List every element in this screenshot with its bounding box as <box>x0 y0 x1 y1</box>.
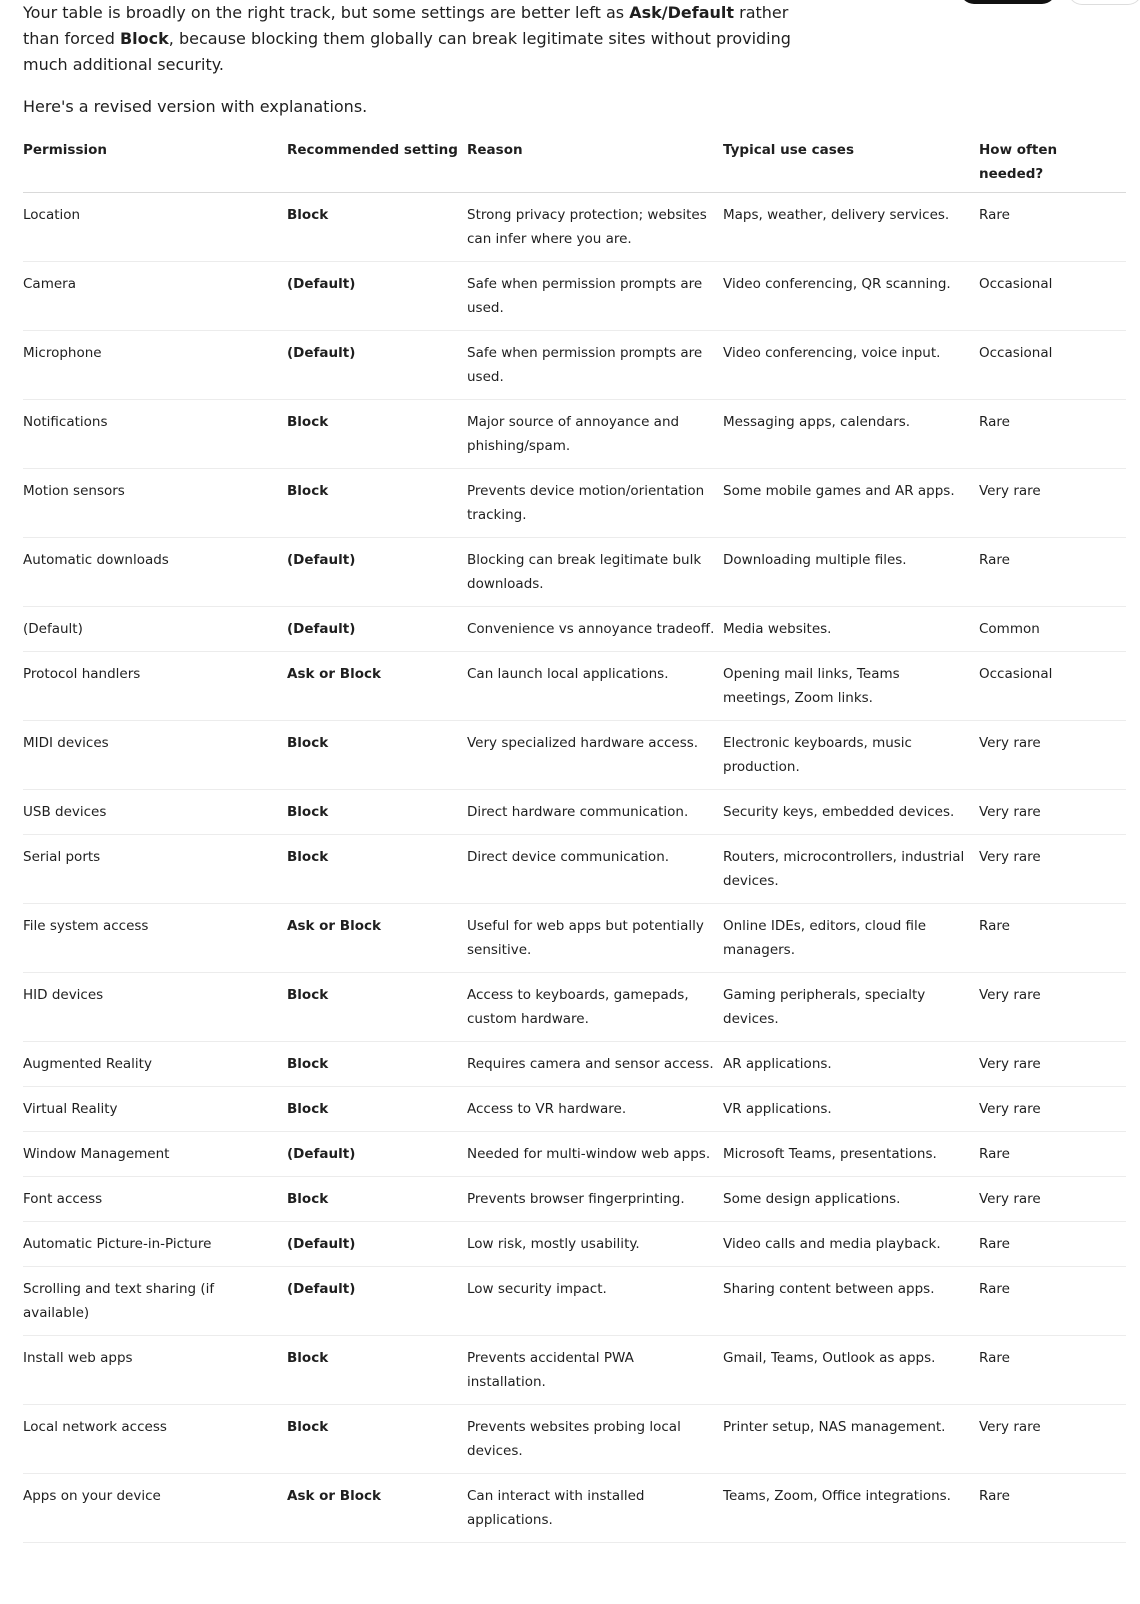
cell-reason: Direct device communication. <box>467 835 723 904</box>
cell-reason: Can interact with installed applications. <box>467 1474 723 1543</box>
cell-permission: Local network access <box>23 1405 287 1474</box>
cell-how-often-needed: Common <box>979 607 1126 652</box>
cell-permission: Window Management <box>23 1132 287 1177</box>
cell-recommended-setting: (Default) <box>287 538 467 607</box>
table-row <box>23 835 1126 904</box>
intro-paragraph <box>23 0 803 78</box>
header-permission: Permission <box>23 132 287 193</box>
cell-recommended-setting: Ask or Block <box>287 1474 467 1543</box>
cell-reason: Access to keyboards, gamepads, custom hardware. <box>467 973 723 1042</box>
table-row <box>23 1336 1126 1405</box>
cell-reason: Major source of annoyance and phishing/spam. <box>467 400 723 469</box>
cell-recommended-setting: (Default) <box>287 1132 467 1177</box>
top-primary-button[interactable] <box>960 0 1056 4</box>
cell-permission: Notifications <box>23 400 287 469</box>
cell-recommended-setting: Block <box>287 1405 467 1474</box>
cell-how-often-needed: Rare <box>979 400 1126 469</box>
cell-permission: (Default) <box>23 607 287 652</box>
table-row <box>23 1405 1126 1474</box>
cell-recommended-setting: Block <box>287 973 467 1042</box>
cell-reason: Blocking can break legitimate bulk downloads. <box>467 538 723 607</box>
cell-permission: Automatic downloads <box>23 538 287 607</box>
cell-recommended-setting: Block <box>287 1177 467 1222</box>
table-row <box>23 469 1126 538</box>
cell-how-often-needed: Rare <box>979 1132 1126 1177</box>
cell-permission: Scrolling and text sharing (if available) <box>23 1267 287 1336</box>
cell-how-often-needed: Occasional <box>979 331 1126 400</box>
cell-how-often-needed: Very rare <box>979 721 1126 790</box>
intro-text <box>23 0 803 120</box>
cell-permission: Motion sensors <box>23 469 287 538</box>
cell-how-often-needed: Very rare <box>979 1087 1126 1132</box>
cell-typical-use-cases: Some mobile games and AR apps. <box>723 469 979 538</box>
cell-permission: Microphone <box>23 331 287 400</box>
cell-recommended-setting: (Default) <box>287 1222 467 1267</box>
cell-typical-use-cases: Routers, microcontrollers, industrial devices. <box>723 835 979 904</box>
cell-permission: Font access <box>23 1177 287 1222</box>
cell-typical-use-cases: Printer setup, NAS management. <box>723 1405 979 1474</box>
table-row <box>23 1267 1126 1336</box>
cell-typical-use-cases: Electronic keyboards, music production. <box>723 721 979 790</box>
cell-typical-use-cases: Security keys, embedded devices. <box>723 790 979 835</box>
table-row <box>23 1474 1126 1543</box>
cell-how-often-needed: Very rare <box>979 1042 1126 1087</box>
cell-typical-use-cases: Some design applications. <box>723 1177 979 1222</box>
permissions-table <box>23 132 1126 1543</box>
table-row <box>23 538 1126 607</box>
cell-permission: Serial ports <box>23 835 287 904</box>
table-row <box>23 331 1126 400</box>
cell-how-often-needed: Rare <box>979 538 1126 607</box>
top-secondary-button[interactable] <box>1068 0 1140 5</box>
table-row <box>23 1132 1126 1177</box>
table-row <box>23 1222 1126 1267</box>
cell-reason: Safe when permission prompts are used. <box>467 262 723 331</box>
header-how-often-needed: How often needed? <box>979 132 1126 193</box>
cell-how-often-needed: Rare <box>979 1267 1126 1336</box>
table-row <box>23 1177 1126 1222</box>
cell-reason: Prevents device motion/orientation tracking. <box>467 469 723 538</box>
cell-typical-use-cases: Sharing content between apps. <box>723 1267 979 1336</box>
intro-subtitle: Here's a revised version with explanations. <box>23 97 368 116</box>
cell-how-often-needed: Occasional <box>979 262 1126 331</box>
cell-permission: HID devices <box>23 973 287 1042</box>
table-row <box>23 652 1126 721</box>
cell-reason: Prevents websites probing local devices. <box>467 1405 723 1474</box>
cell-recommended-setting: (Default) <box>287 331 467 400</box>
cell-how-often-needed: Occasional <box>979 652 1126 721</box>
cell-reason: Can launch local applications. <box>467 652 723 721</box>
table-row <box>23 1087 1126 1132</box>
cell-how-often-needed: Very rare <box>979 790 1126 835</box>
table-row <box>23 607 1126 652</box>
cell-typical-use-cases: Maps, weather, delivery services. <box>723 193 979 262</box>
cell-permission: Augmented Reality <box>23 1042 287 1087</box>
cell-reason: Access to VR hardware. <box>467 1087 723 1132</box>
table-row <box>23 721 1126 790</box>
cell-permission: Apps on your device <box>23 1474 287 1543</box>
cell-recommended-setting: Block <box>287 1042 467 1087</box>
cell-how-often-needed: Very rare <box>979 1405 1126 1474</box>
cell-typical-use-cases: Microsoft Teams, presentations. <box>723 1132 979 1177</box>
cell-typical-use-cases: Media websites. <box>723 607 979 652</box>
cell-typical-use-cases: Video conferencing, QR scanning. <box>723 262 979 331</box>
cell-permission: Automatic Picture-in-Picture <box>23 1222 287 1267</box>
cell-reason: Needed for multi-window web apps. <box>467 1132 723 1177</box>
cell-how-often-needed: Rare <box>979 193 1126 262</box>
cell-recommended-setting: Block <box>287 835 467 904</box>
cell-typical-use-cases: Video calls and media playback. <box>723 1222 979 1267</box>
cell-permission: Location <box>23 193 287 262</box>
table-row <box>23 193 1126 262</box>
table-row <box>23 904 1126 973</box>
cell-how-often-needed: Rare <box>979 1222 1126 1267</box>
cell-permission: Camera <box>23 262 287 331</box>
cell-typical-use-cases: Gaming peripherals, specialty devices. <box>723 973 979 1042</box>
cell-recommended-setting: Block <box>287 721 467 790</box>
table-row <box>23 400 1126 469</box>
header-typical-use-cases: Typical use cases <box>723 132 979 193</box>
cell-how-often-needed: Rare <box>979 904 1126 973</box>
cell-recommended-setting: Ask or Block <box>287 904 467 973</box>
intro-bold-block: Block <box>119 29 169 48</box>
cell-permission: Virtual Reality <box>23 1087 287 1132</box>
cell-typical-use-cases: Opening mail links, Teams meetings, Zoom links. <box>723 652 979 721</box>
cell-reason: Useful for web apps but potentially sensitive. <box>467 904 723 973</box>
cell-recommended-setting: (Default) <box>287 607 467 652</box>
cell-permission: MIDI devices <box>23 721 287 790</box>
cell-typical-use-cases: Gmail, Teams, Outlook as apps. <box>723 1336 979 1405</box>
cell-recommended-setting: Block <box>287 400 467 469</box>
cell-reason: Requires camera and sensor access. <box>467 1042 723 1087</box>
cell-typical-use-cases: Messaging apps, calendars. <box>723 400 979 469</box>
cell-recommended-setting: Ask or Block <box>287 652 467 721</box>
top-actions <box>960 0 1140 6</box>
cell-reason: Direct hardware communication. <box>467 790 723 835</box>
cell-how-often-needed: Very rare <box>979 835 1126 904</box>
cell-how-often-needed: Rare <box>979 1474 1126 1543</box>
intro-bold-ask-default: Ask/Default <box>629 3 735 22</box>
cell-how-often-needed: Very rare <box>979 973 1126 1042</box>
cell-typical-use-cases: Online IDEs, editors, cloud file managers. <box>723 904 979 973</box>
cell-typical-use-cases: Downloading multiple files. <box>723 538 979 607</box>
cell-recommended-setting: Block <box>287 193 467 262</box>
table-header-row <box>23 132 1126 193</box>
cell-typical-use-cases: Video conferencing, voice input. <box>723 331 979 400</box>
table-row <box>23 973 1126 1042</box>
cell-recommended-setting: Block <box>287 1087 467 1132</box>
cell-recommended-setting: (Default) <box>287 1267 467 1336</box>
cell-permission: USB devices <box>23 790 287 835</box>
cell-reason: Prevents accidental PWA installation. <box>467 1336 723 1405</box>
cell-reason: Low risk, mostly usability. <box>467 1222 723 1267</box>
table-row <box>23 790 1126 835</box>
header-recommended-setting: Recommended setting <box>287 132 467 193</box>
cell-how-often-needed: Very rare <box>979 1177 1126 1222</box>
cell-permission: File system access <box>23 904 287 973</box>
table-row <box>23 1042 1126 1087</box>
cell-recommended-setting: Block <box>287 790 467 835</box>
cell-reason: Low security impact. <box>467 1267 723 1336</box>
cell-reason: Strong privacy protection; websites can infer where you are. <box>467 193 723 262</box>
cell-reason: Very specialized hardware access. <box>467 721 723 790</box>
intro-text-part: Your table is broadly on the right track, but some settings are better left as <box>23 3 630 22</box>
cell-permission: Install web apps <box>23 1336 287 1405</box>
cell-recommended-setting: Block <box>287 1336 467 1405</box>
cell-recommended-setting: Block <box>287 469 467 538</box>
intro-text-part: , because blocking them globally can break legitimate sites without providing much additional security. <box>23 29 791 74</box>
header-reason: Reason <box>467 132 723 193</box>
cell-typical-use-cases: VR applications. <box>723 1087 979 1132</box>
table-row <box>23 262 1126 331</box>
table-body <box>23 193 1126 1543</box>
cell-typical-use-cases: Teams, Zoom, Office integrations. <box>723 1474 979 1543</box>
cell-reason: Prevents browser fingerprinting. <box>467 1177 723 1222</box>
cell-recommended-setting: (Default) <box>287 262 467 331</box>
cell-reason: Safe when permission prompts are used. <box>467 331 723 400</box>
cell-how-often-needed: Very rare <box>979 469 1126 538</box>
intro-text-part: rather than forced <box>23 3 789 48</box>
cell-how-often-needed: Rare <box>979 1336 1126 1405</box>
cell-permission: Protocol handlers <box>23 652 287 721</box>
cell-reason: Convenience vs annoyance tradeoff. <box>467 607 723 652</box>
cell-typical-use-cases: AR applications. <box>723 1042 979 1087</box>
